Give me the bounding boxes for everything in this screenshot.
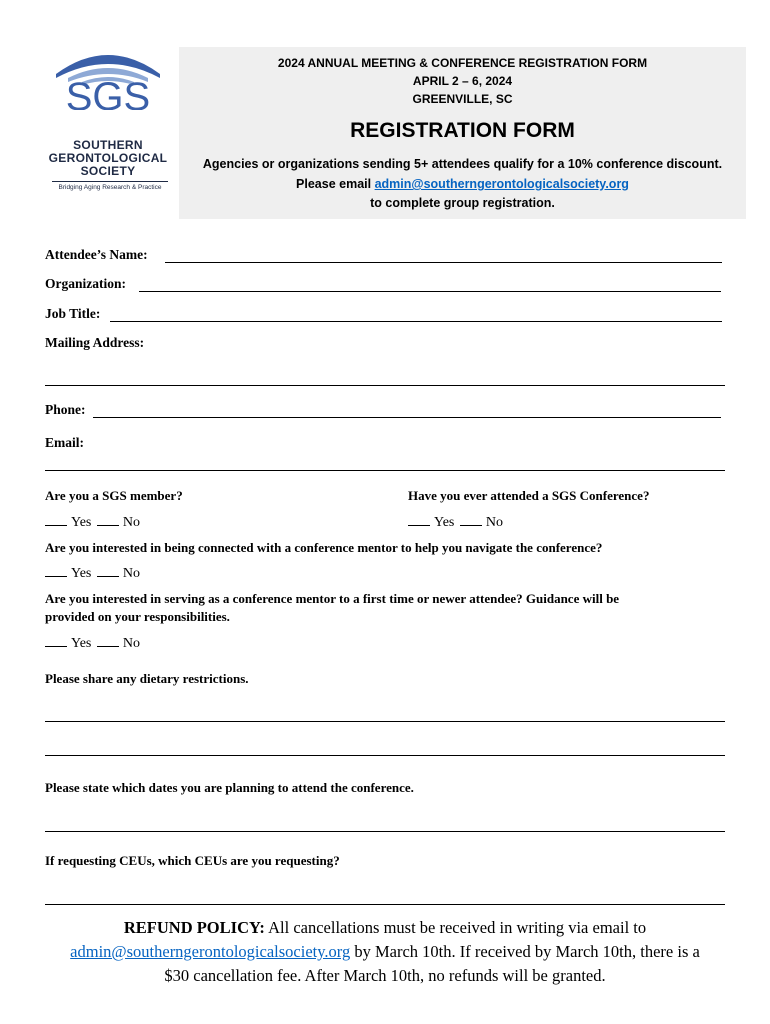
yes-label: Yes bbox=[434, 515, 455, 530]
email-prefix: Please email bbox=[296, 177, 372, 191]
job-title-field[interactable] bbox=[110, 321, 722, 322]
no-label: No bbox=[122, 636, 140, 651]
mentor-serve-options bbox=[45, 634, 140, 652]
refund-text2: by March 10th. If received by March 10th, there is a bbox=[354, 942, 700, 961]
phone-field[interactable] bbox=[93, 417, 721, 418]
organization-label: Organization: bbox=[45, 276, 126, 291]
dietary-question: Please share any dietary restrictions. bbox=[45, 671, 249, 686]
dates-question: Please state which dates you are planning to attend the conference. bbox=[45, 780, 414, 795]
mentor-connect-no-blank[interactable] bbox=[97, 564, 119, 577]
header-line2: APRIL 2 – 6, 2024 bbox=[412, 74, 513, 88]
email-field[interactable] bbox=[45, 470, 725, 471]
dietary-field-line1[interactable] bbox=[45, 721, 725, 722]
email-suffix: to complete group registration. bbox=[370, 196, 555, 210]
refund-text1: All cancellations must be received in writing via email to bbox=[268, 918, 647, 937]
discount-note: Agencies or organizations sending 5+ attendees qualify for a 10% conference discount. bbox=[202, 157, 723, 171]
yes-label: Yes bbox=[71, 515, 92, 530]
email-instruction bbox=[179, 175, 746, 194]
job-title-label: Job Title: bbox=[45, 306, 101, 321]
mentor-connect-yes-blank[interactable] bbox=[45, 564, 67, 577]
refund-label: REFUND POLICY: bbox=[123, 918, 265, 937]
attended-yes-blank[interactable] bbox=[408, 513, 430, 526]
phone-label: Phone: bbox=[45, 402, 86, 417]
header-line1: 2024 ANNUAL MEETING & CONFERENCE REGISTRATION FORM bbox=[277, 56, 648, 70]
yes-label: Yes bbox=[71, 566, 92, 581]
logo-name-line3: SOCIETY bbox=[80, 164, 136, 178]
ceus-field[interactable] bbox=[45, 904, 725, 905]
no-label: No bbox=[485, 515, 503, 530]
refund-email-link[interactable]: admin@southerngerontologicalsociety.org bbox=[70, 942, 351, 961]
name-label: Attendee’s Name: bbox=[45, 247, 148, 262]
mentor-serve-question-line2: provided on your responsibilities. bbox=[45, 609, 230, 624]
mailing-address-field[interactable] bbox=[45, 385, 725, 386]
attended-no-blank[interactable] bbox=[460, 513, 482, 526]
attended-question: Have you ever attended a SGS Conference? bbox=[408, 488, 650, 503]
member-options bbox=[45, 513, 140, 531]
mentor-serve-yes-blank[interactable] bbox=[45, 634, 67, 647]
logo-abbr: SGS bbox=[65, 75, 151, 110]
mentor-connect-options bbox=[45, 564, 140, 582]
mentor-serve-question-line1: Are you interested in serving as a conference mentor to a first time or newer attendee? Guidance will be bbox=[45, 591, 620, 606]
member-yes-blank[interactable] bbox=[45, 513, 67, 526]
dietary-field-line2[interactable] bbox=[45, 755, 725, 756]
logo-tagline: Bridging Aging Research & Practice bbox=[58, 184, 162, 191]
email-label: Email: bbox=[45, 435, 84, 450]
attended-options bbox=[408, 513, 503, 531]
ceus-question: If requesting CEUs, which CEUs are you requesting? bbox=[45, 853, 340, 868]
yes-label: Yes bbox=[71, 636, 92, 651]
refund-text3: $30 cancellation fee. After March 10th, no refunds will be granted. bbox=[164, 966, 606, 985]
sgs-arc-icon bbox=[48, 44, 168, 110]
sgs-logo bbox=[44, 42, 172, 194]
organization-field[interactable] bbox=[139, 291, 721, 292]
header-line3: GREENVILLE, SC bbox=[412, 92, 513, 106]
logo-divider bbox=[52, 181, 168, 182]
member-question: Are you a SGS member? bbox=[45, 488, 183, 503]
dates-field[interactable] bbox=[45, 831, 725, 832]
header-email-link[interactable]: admin@southerngerontologicalsociety.org bbox=[374, 177, 629, 191]
mailing-address-label: Mailing Address: bbox=[45, 335, 145, 350]
header-box bbox=[179, 47, 746, 219]
name-field[interactable] bbox=[165, 262, 722, 263]
logo-name-line2: GERONTOLOGICAL bbox=[48, 151, 168, 165]
refund-policy bbox=[40, 916, 730, 988]
page-title: REGISTRATION FORM bbox=[350, 119, 575, 142]
mentor-serve-no-blank[interactable] bbox=[97, 634, 119, 647]
no-label: No bbox=[122, 515, 140, 530]
no-label: No bbox=[122, 566, 140, 581]
member-no-blank[interactable] bbox=[97, 513, 119, 526]
mentor-connect-question: Are you interested in being connected with a conference mentor to help you navigate the conference? bbox=[45, 540, 603, 555]
logo-name-line1: SOUTHERN bbox=[73, 138, 143, 152]
